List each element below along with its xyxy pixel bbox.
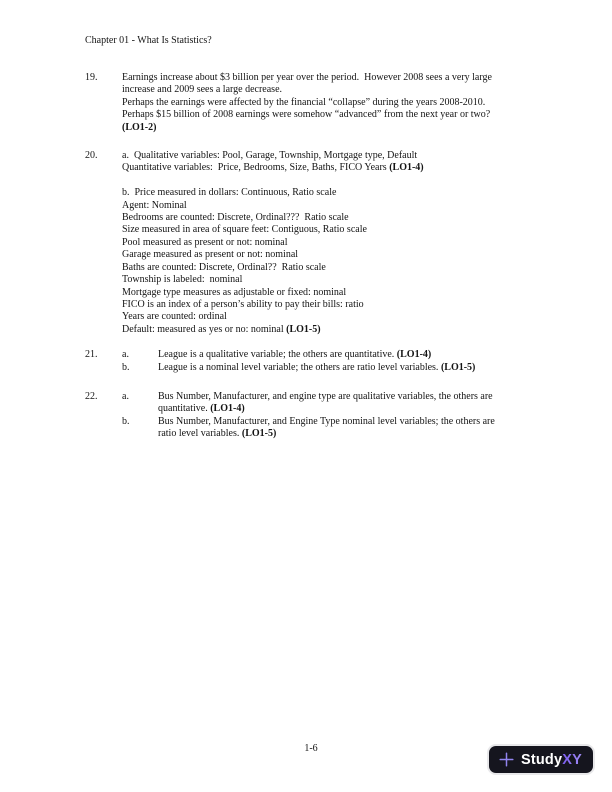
text-run: Bus Number, Manufacturer, and Engine Type nominal level variables; the others are	[158, 415, 495, 427]
text-line	[122, 224, 575, 236]
text-run: a. Qualitative variables: Pool, Garage, Township, Mortgage type, Default	[122, 150, 418, 162]
text-lines	[158, 349, 575, 361]
studyxy-wordmark	[521, 752, 582, 768]
brand-xy-text: XY	[562, 751, 582, 768]
brand-study-text: Study	[520, 751, 563, 768]
text-run: quantitative.	[158, 403, 211, 415]
text-lines	[158, 391, 575, 416]
text-run: FICO is an index of a person’s ability to pay their bills: ratio	[122, 298, 364, 310]
lo-code: (LO1-2)	[122, 121, 157, 133]
answer-item	[85, 150, 575, 336]
lo-code: (LO1-5)	[241, 428, 277, 440]
text-line	[122, 150, 575, 162]
answer-row	[122, 362, 575, 374]
text-line	[158, 403, 575, 415]
text-run: ratio level variables.	[158, 428, 242, 440]
text-line	[122, 97, 575, 109]
item-body	[122, 391, 575, 441]
text-run: Bedrooms are counted: Discrete, Ordinal??? Ratio scale	[122, 212, 349, 224]
lo-code: (LO1-5)	[286, 323, 321, 335]
lo-code: (LO1-4)	[210, 403, 245, 415]
item-number: 22.	[85, 390, 98, 402]
text-line	[122, 274, 575, 286]
answer-item	[85, 72, 575, 134]
answer-item	[85, 349, 575, 374]
text-line	[122, 84, 575, 96]
text-line	[122, 122, 575, 134]
text-line	[122, 324, 575, 336]
item-number: 21.	[85, 349, 98, 361]
item-number: 20.	[85, 150, 98, 162]
text-lines	[122, 150, 575, 336]
text-line	[122, 109, 575, 121]
answer-row	[122, 391, 575, 416]
text-line	[122, 187, 575, 199]
text-line	[122, 299, 575, 311]
sub-item-letter: b.	[122, 415, 130, 427]
text-run: League is a nominal level variable; the others are ratio level variables.	[158, 361, 441, 373]
answer-item	[85, 391, 575, 441]
text-lines	[158, 362, 575, 374]
studyxy-logo-badge[interactable]	[489, 746, 593, 773]
lo-code: (LO1-4)	[389, 162, 424, 174]
text-run: Bus Number, Manufacturer, and engine type are qualitative variables, the others are	[158, 390, 493, 402]
text-line	[122, 287, 575, 299]
text-line	[158, 349, 575, 361]
text-line	[122, 237, 575, 249]
text-run: Size measured in area of square feet: Contiguous, Ratio scale	[122, 224, 367, 236]
page-number: 1-6	[304, 743, 318, 754]
text-line	[122, 162, 575, 174]
sub-item-letter: b.	[122, 361, 130, 373]
plus-icon	[498, 751, 515, 768]
answer-row	[122, 150, 575, 336]
answer-row	[122, 416, 575, 441]
chapter-header: Chapter 01 - What Is Statistics?	[85, 35, 212, 46]
text-run: Quantitative variables: Price, Bedrooms, Size, Baths, FICO Years	[122, 162, 390, 174]
text-run: Pool measured as present or not: nominal	[122, 236, 288, 248]
text-line	[158, 416, 575, 428]
text-run: Township is labeled: nominal	[122, 274, 243, 286]
text-line	[158, 428, 575, 440]
item-body	[122, 72, 575, 134]
text-run: Baths are counted: Discrete, Ordinal?? Ratio scale	[122, 261, 326, 273]
text-run: Perhaps $15 billion of 2008 earnings were somehow “advanced” from the next year or two?	[122, 109, 491, 121]
text-run: League is a qualitative variable; the others are quantitative.	[158, 349, 397, 361]
text-lines	[158, 416, 575, 441]
item-body	[122, 349, 575, 374]
text-line	[122, 262, 575, 274]
sub-item-letter: a.	[122, 349, 129, 361]
text-line	[158, 362, 575, 374]
answers-list	[85, 72, 575, 441]
text-run: Mortgage type measures as adjustable or fixed: nominal	[122, 286, 347, 298]
item-body	[122, 150, 575, 336]
text-run: Earnings increase about $3 billion per year over the period. However 2008 sees a very large	[122, 72, 492, 83]
text-line	[122, 200, 575, 212]
text-line	[122, 311, 575, 323]
item-number: 19.	[85, 72, 98, 83]
lo-code: (LO1-5)	[440, 361, 476, 373]
text-run: Default: measured as yes or no: nominal	[122, 323, 287, 335]
answer-row	[122, 349, 575, 361]
text-lines	[122, 72, 575, 134]
text-line	[122, 249, 575, 261]
text-run: b. Price measured in dollars: Continuous, Ratio scale	[122, 187, 337, 199]
text-line	[122, 175, 575, 187]
answer-row	[122, 72, 575, 134]
sub-item-letter: a.	[122, 390, 129, 402]
text-line	[122, 72, 575, 84]
lo-code: (LO1-4)	[396, 349, 432, 361]
text-line	[158, 391, 575, 403]
text-run: Garage measured as present or not: nominal	[122, 249, 299, 261]
text-run: Agent: Nominal	[122, 199, 187, 211]
text-run: increase and 2009 sees a large decrease.	[122, 84, 283, 96]
text-line	[122, 212, 575, 224]
text-run: Perhaps the earnings were affected by the financial “collapse” during the years 2008-2010.	[122, 96, 486, 108]
text-run: Years are counted: ordinal	[122, 311, 227, 323]
